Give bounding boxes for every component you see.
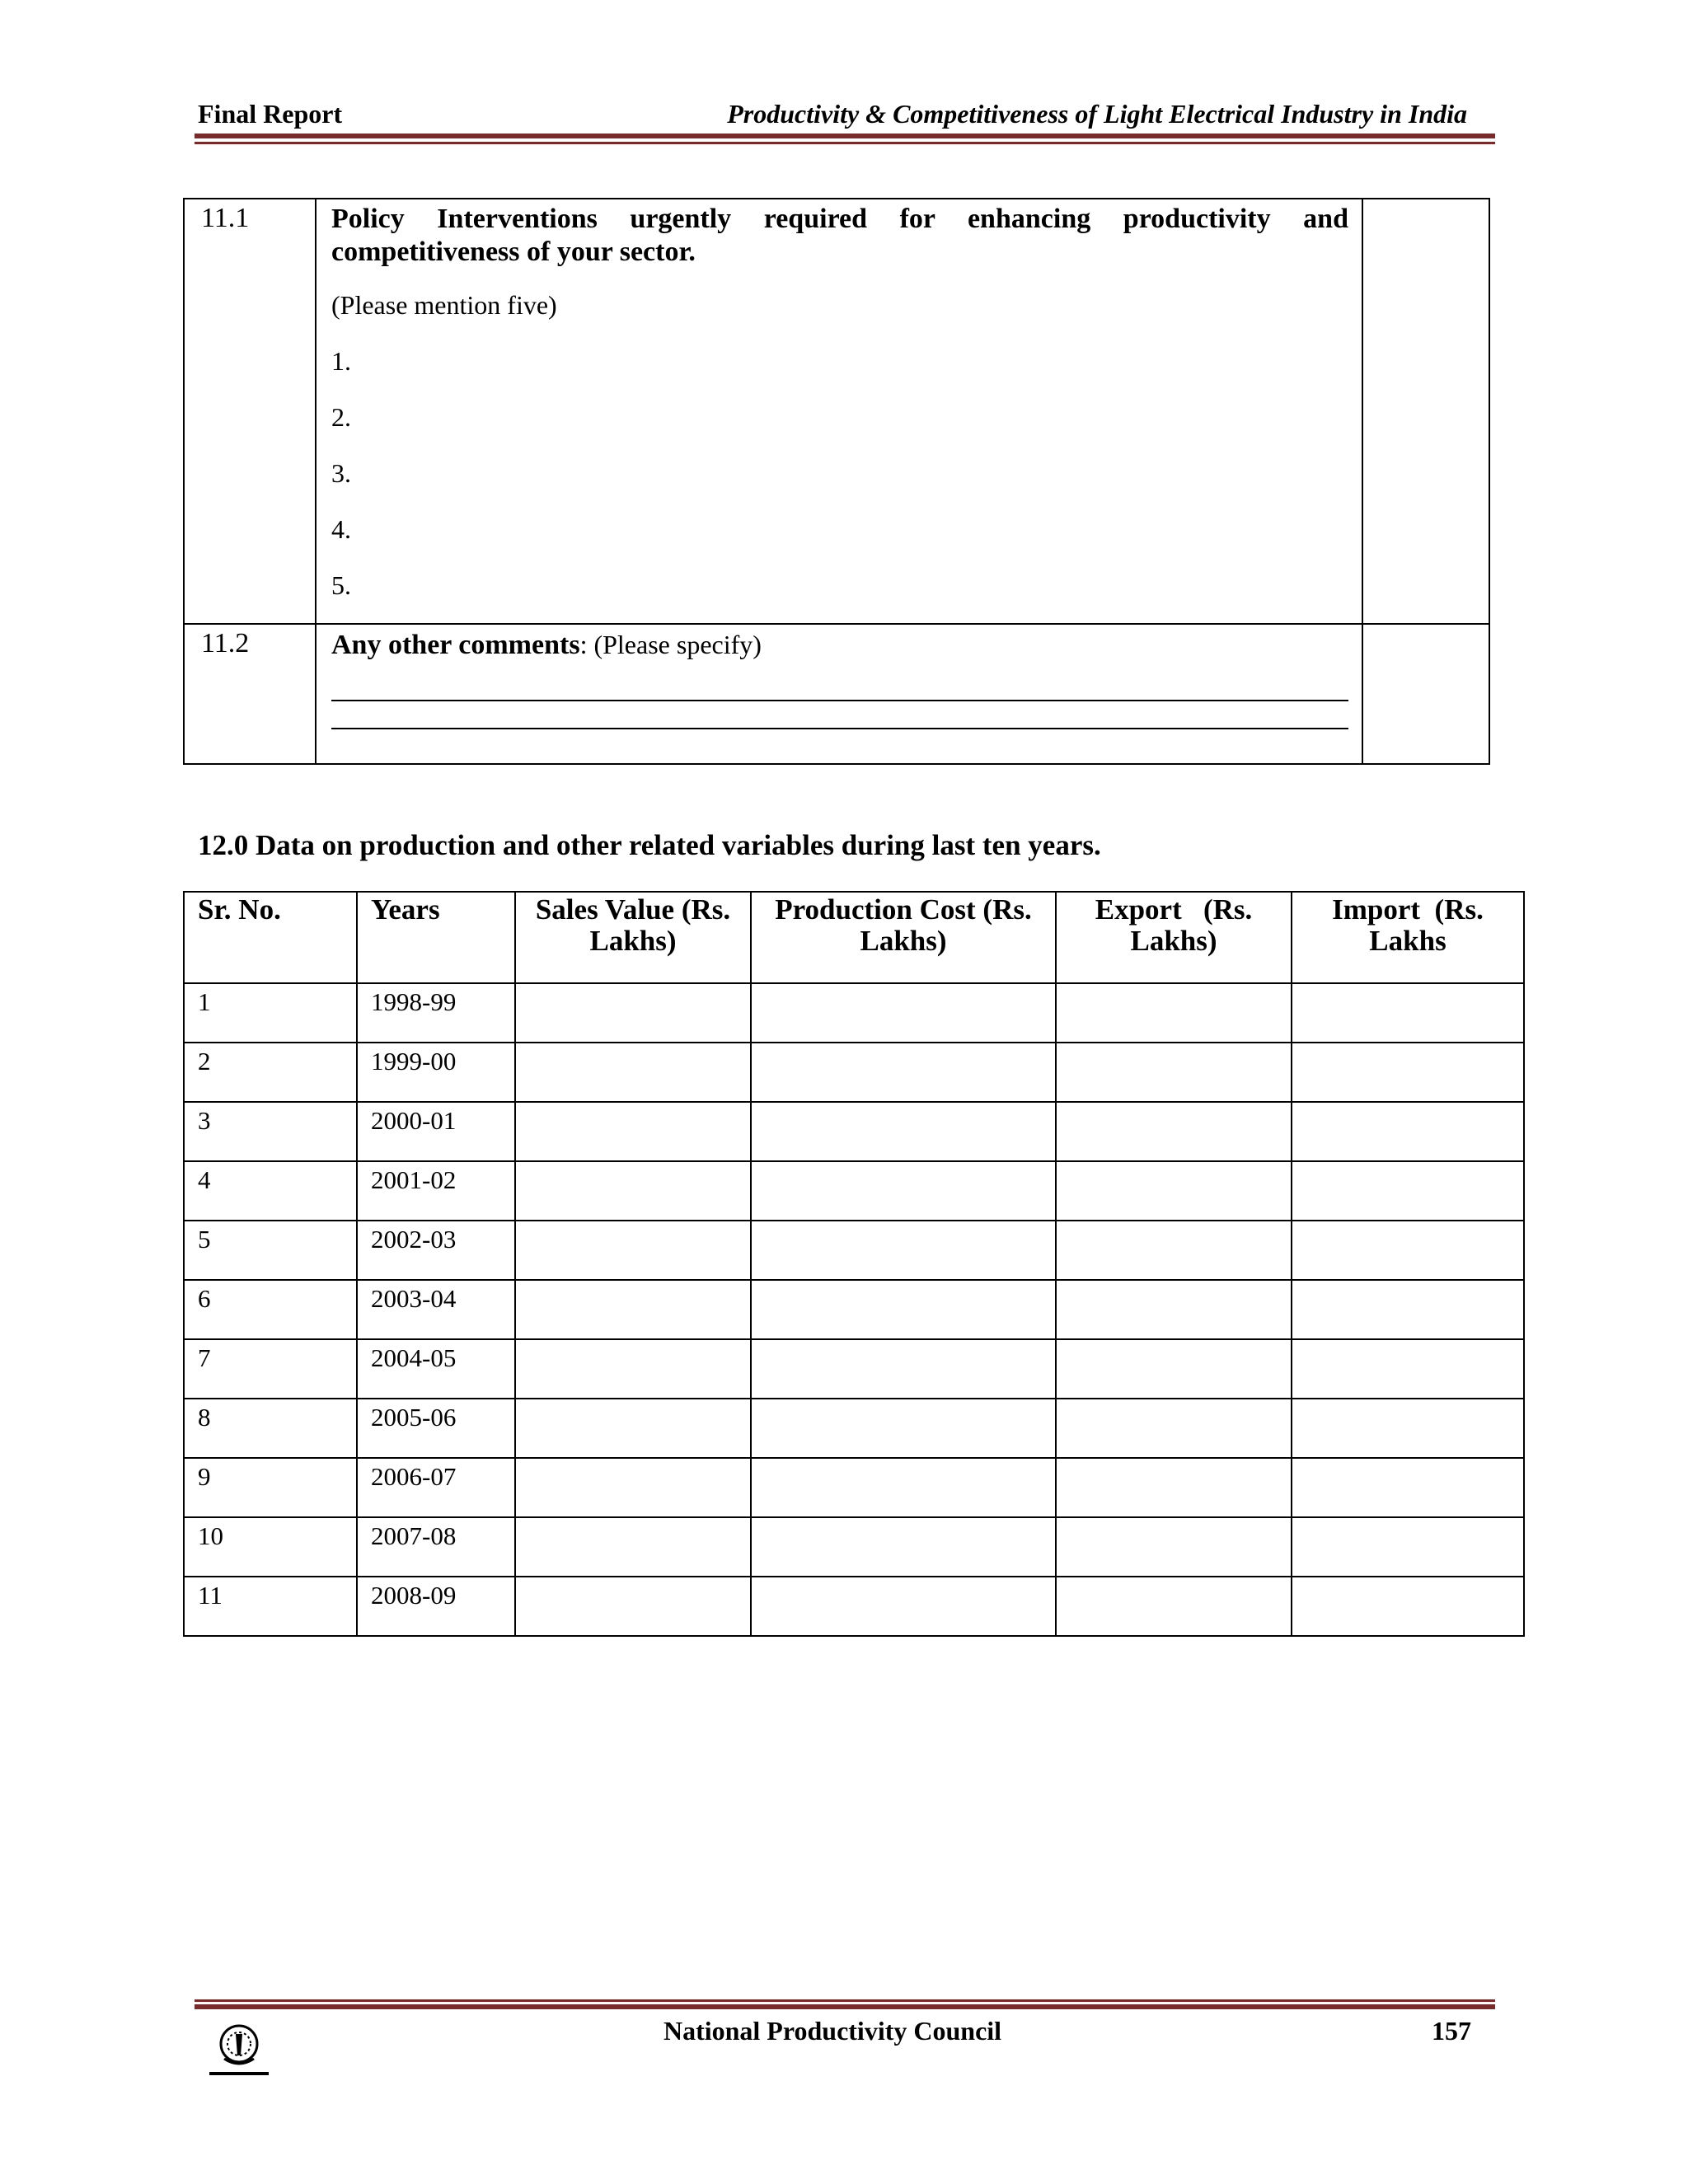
import-cell [1292, 1280, 1524, 1339]
policy-instruction: (Please mention five) [331, 290, 557, 320]
year-cell: 2007-08 [357, 1517, 515, 1577]
policy-item-2: 2. [331, 402, 351, 432]
sr-no-cell: 6 [184, 1280, 357, 1339]
export-cell [1056, 1221, 1292, 1280]
export-cell [1056, 1577, 1292, 1636]
sr-no-cell: 1 [184, 983, 357, 1043]
production-cost-cell [751, 1458, 1056, 1517]
year-cell: 1998-99 [357, 983, 515, 1043]
sr-no-cell: 4 [184, 1161, 357, 1221]
production-cost-cell [751, 1280, 1056, 1339]
table-row [184, 1399, 1524, 1458]
export-cell [1056, 1517, 1292, 1577]
export-cell [1056, 1102, 1292, 1161]
sales-value-cell [515, 1399, 751, 1458]
comments-cell [316, 624, 1362, 764]
table-row [184, 1280, 1524, 1339]
sales-value-cell [515, 1577, 751, 1636]
sr-no-cell: 5 [184, 1221, 357, 1280]
sales-value-cell [515, 1517, 751, 1577]
sr-no-cell: 9 [184, 1458, 357, 1517]
table-row [184, 1577, 1524, 1636]
row-number: 11.2 [184, 624, 316, 764]
import-cell [1292, 1339, 1524, 1399]
policy-item-5: 5. [331, 570, 351, 600]
sales-value-cell [515, 1280, 751, 1339]
production-cost-cell [751, 1339, 1056, 1399]
production-cost-cell [751, 1577, 1056, 1636]
production-cost-cell [751, 1221, 1056, 1280]
sr-no-cell: 8 [184, 1399, 357, 1458]
year-cell: 2002-03 [357, 1221, 515, 1280]
header-title: Final Report [198, 99, 343, 129]
page-number: 157 [1432, 2016, 1471, 2046]
year-cell: 2000-01 [357, 1102, 515, 1161]
header-subtitle: Productivity & Competitiveness of Light Electrical Industry in India [727, 99, 1467, 129]
year-cell: 2006-07 [357, 1458, 515, 1517]
col-header-export: Export (Rs. Lakhs) [1056, 892, 1292, 983]
sr-no-cell: 7 [184, 1339, 357, 1399]
production-data-table [183, 891, 1525, 1637]
response-cell [1362, 624, 1489, 764]
year-cell: 2005-06 [357, 1399, 515, 1458]
import-cell [1292, 1161, 1524, 1221]
comment-line-2 [331, 728, 1348, 729]
table-row [184, 1221, 1524, 1280]
policy-row [184, 199, 1489, 624]
table-row [184, 1458, 1524, 1517]
export-cell [1056, 983, 1292, 1043]
production-cost-cell [751, 1102, 1056, 1161]
col-header-production-cost: Production Cost (Rs. Lakhs) [751, 892, 1056, 983]
section-title: 12.0 Data on production and other related variables during last ten years. [198, 829, 1101, 861]
year-cell: 2004-05 [357, 1339, 515, 1399]
footer-organization: National Productivity Council [663, 2016, 1002, 2046]
col-header-sales-value: Sales Value (Rs. Lakhs) [515, 892, 751, 983]
header-rule [195, 134, 1495, 138]
sr-no-cell: 11 [184, 1577, 357, 1636]
sales-value-cell [515, 1339, 751, 1399]
col-header-years: Years [357, 892, 515, 983]
import-cell [1292, 1102, 1524, 1161]
header-rule-thin [195, 142, 1495, 144]
import-cell [1292, 1458, 1524, 1517]
sales-value-cell [515, 1458, 751, 1517]
table-row [184, 1339, 1524, 1399]
sales-value-cell [515, 1102, 751, 1161]
comments-instruction: : (Please specify) [579, 630, 762, 659]
table-row [184, 1517, 1524, 1577]
policy-heading: Policy Interventions urgently required for enhancing productivity and competitiveness of your sector. [331, 204, 1348, 267]
sales-value-cell [515, 1221, 751, 1280]
year-cell: 1999-00 [357, 1043, 515, 1102]
export-cell [1056, 1280, 1292, 1339]
import-cell [1292, 1577, 1524, 1636]
policy-item-4: 4. [331, 514, 351, 544]
production-cost-cell [751, 1517, 1056, 1577]
year-cell: 2008-09 [357, 1577, 515, 1636]
sr-no-cell: 3 [184, 1102, 357, 1161]
export-cell [1056, 1458, 1292, 1517]
import-cell [1292, 1221, 1524, 1280]
npc-emblem-icon [199, 2019, 279, 2085]
import-cell [1292, 1517, 1524, 1577]
policy-cell [316, 199, 1362, 624]
sr-no-cell: 2 [184, 1043, 357, 1102]
import-cell [1292, 1043, 1524, 1102]
export-cell [1056, 1339, 1292, 1399]
sales-value-cell [515, 1161, 751, 1221]
table-row [184, 1102, 1524, 1161]
year-cell: 2001-02 [357, 1161, 515, 1221]
footer-rule-thin [195, 1999, 1495, 2002]
sr-no-cell: 10 [184, 1517, 357, 1577]
export-cell [1056, 1399, 1292, 1458]
comments-label: Any other comments [331, 630, 580, 660]
policy-item-3: 3. [331, 458, 351, 488]
policy-table [183, 198, 1490, 765]
import-cell [1292, 983, 1524, 1043]
sales-value-cell [515, 983, 751, 1043]
export-cell [1056, 1161, 1292, 1221]
sales-value-cell [515, 1043, 751, 1102]
col-header-import: Import (Rs. Lakhs [1292, 892, 1524, 983]
production-cost-cell [751, 1043, 1056, 1102]
col-header-sr-no: Sr. No. [184, 892, 357, 983]
footer-rule [195, 2004, 1495, 2009]
production-cost-cell [751, 1399, 1056, 1458]
year-cell: 2003-04 [357, 1280, 515, 1339]
policy-item-1: 1. [331, 346, 351, 376]
production-cost-cell [751, 983, 1056, 1043]
comments-row [184, 624, 1489, 764]
comment-line-1 [331, 700, 1348, 701]
production-cost-cell [751, 1161, 1056, 1221]
table-header-row [184, 892, 1524, 983]
table-row [184, 1043, 1524, 1102]
table-row [184, 1161, 1524, 1221]
row-number: 11.1 [184, 199, 316, 624]
table-row [184, 983, 1524, 1043]
response-cell [1362, 199, 1489, 624]
export-cell [1056, 1043, 1292, 1102]
import-cell [1292, 1399, 1524, 1458]
